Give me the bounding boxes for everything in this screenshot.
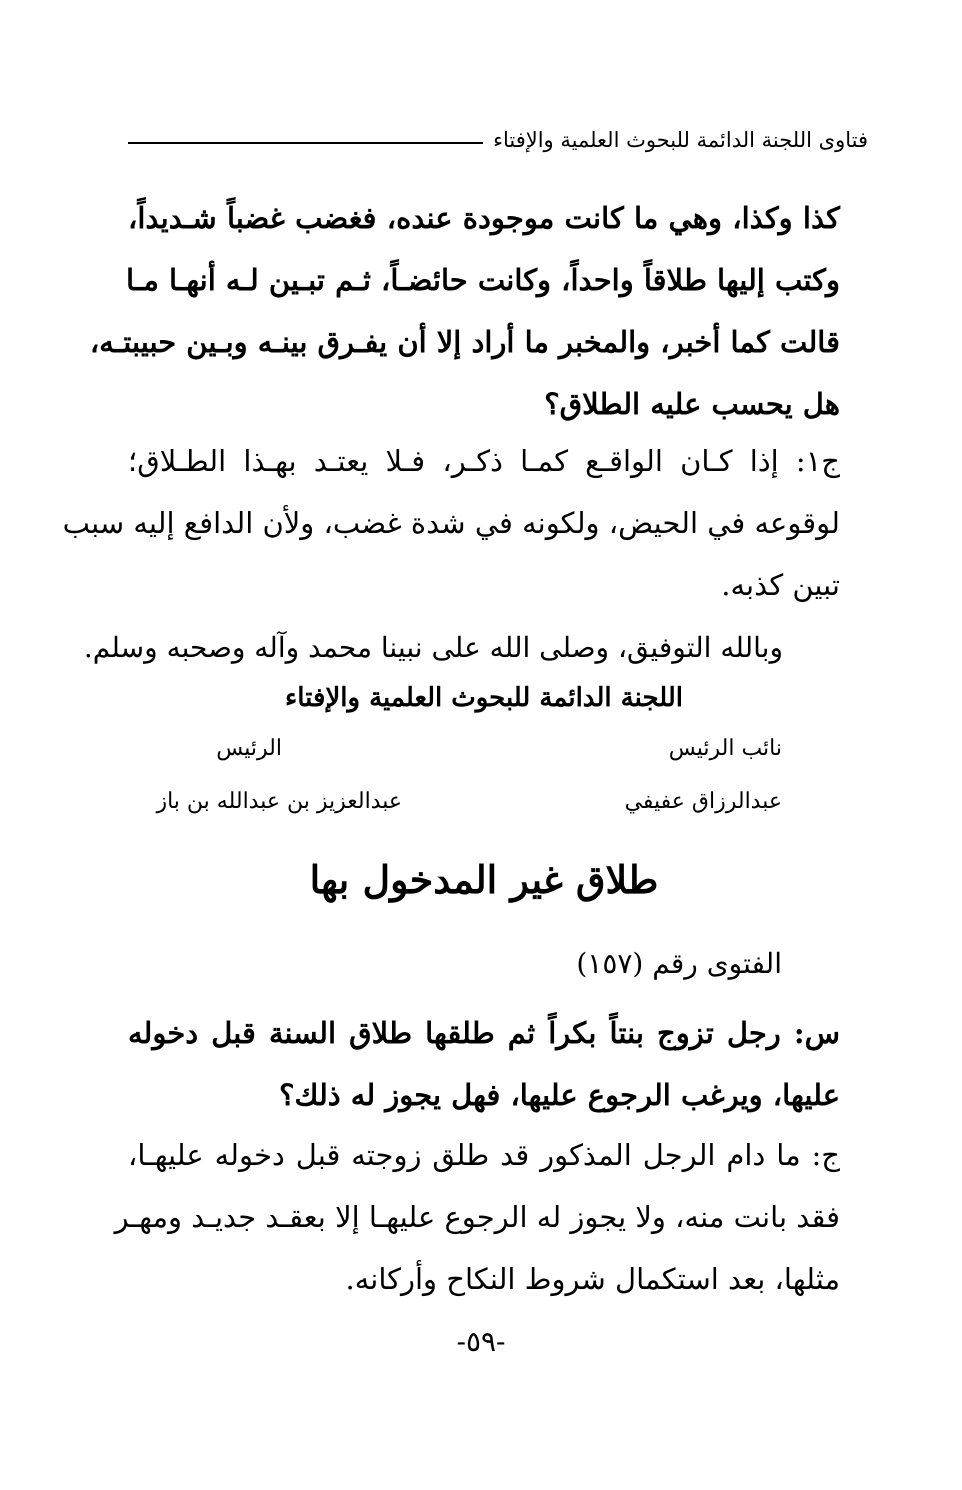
answer-2-line: مثلها، بعد استكمال شروط النكاح وأركانه. xyxy=(345,1262,840,1296)
question-1-line: كذا وكذا، وهي ما كانت موجودة عنده، فغضب غضباً شـديداً، xyxy=(128,201,840,235)
section-title: طلاق غير المدخول بها xyxy=(309,857,659,902)
committee-name: اللجنة الدائمة للبحوث العلمية والإفتاء xyxy=(285,683,683,713)
president-label: الرئيس xyxy=(216,736,282,761)
question-1-line: وكتب إليها طلاقاً واحداً، وكانت حائضـاً، ثـم تبـين لـه أنهـا مـا xyxy=(125,263,840,297)
answer-2-line: فقد بانت منه، ولا يجوز له الرجوع عليهـا إلا بعقـد جديـد ومهـر xyxy=(114,1200,840,1234)
question-2-line: س: رجل تزوج بنتاً بكراً ثم طلقها طلاق السنة قبل دخوله xyxy=(128,1016,840,1050)
fatwa-number: الفتوى رقم (١٥٧) xyxy=(576,947,782,980)
header-title: فتاوى اللجنة الدائمة للبحوث العلمية والإفتاء xyxy=(493,128,868,152)
answer-1 xyxy=(62,430,840,616)
question-2 xyxy=(128,1002,840,1126)
vice-president-name: عبدالرزاق عفيفي xyxy=(624,789,782,814)
running-header xyxy=(128,128,868,152)
answer-2-line: ج: ما دام الرجل المذكور قد طلق زوجته قبل دخوله عليهـا، xyxy=(128,1138,840,1172)
question-1 xyxy=(89,187,840,435)
answer-1-line: ج١: إذا كـان الواقـع كمـا ذكـر، فـلا يعتـد بهـذا الطـلاق؛ xyxy=(128,444,840,478)
president-name: عبدالعزيز بن عبدالله بن باز xyxy=(156,789,402,814)
vice-president-label: نائب الرئيس xyxy=(668,736,782,761)
answer-2 xyxy=(114,1124,840,1310)
page-number: -٥٩- xyxy=(456,1325,506,1358)
question-1-line: هل يحسب عليه الطلاق؟ xyxy=(544,387,840,421)
answer-1-line: لوقوعه في الحيض، ولكونه في شدة غضب، ولأن الدافع إليه سبب xyxy=(62,506,840,540)
header-rule xyxy=(128,142,483,144)
closing-formula: وبالله التوفيق، وصلى الله على نبينا محمد وآله وصحبه وسلم. xyxy=(83,631,783,664)
answer-1-line: تبين كذبه. xyxy=(721,568,840,602)
question-1-line: قالت كما أخبر، والمخبر ما أراد إلا أن يفـرق بينـه وبـين حبيبتـه، xyxy=(89,325,840,359)
question-2-line: عليها، ويرغب الرجوع عليها، فهل يجوز له ذلك؟ xyxy=(279,1078,840,1112)
